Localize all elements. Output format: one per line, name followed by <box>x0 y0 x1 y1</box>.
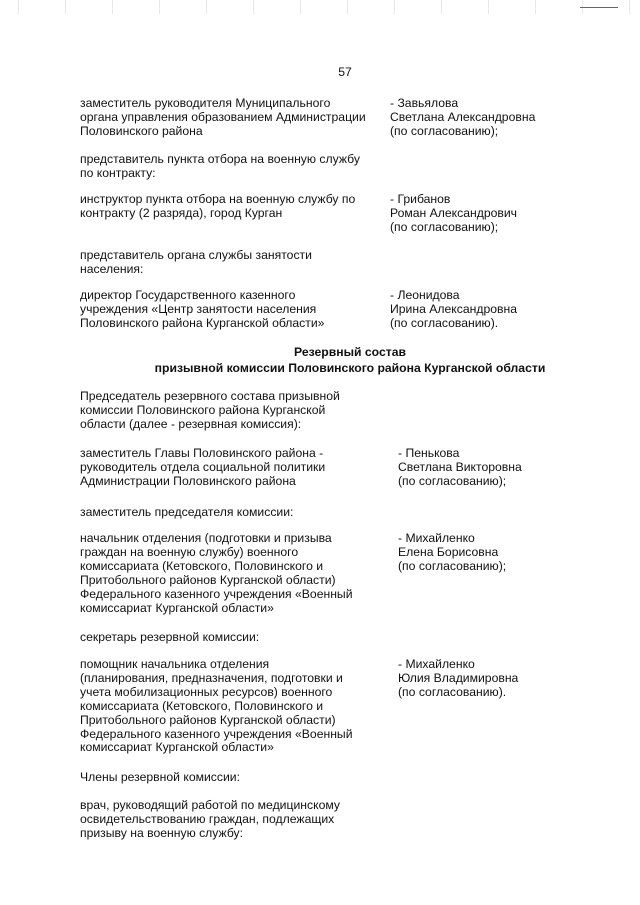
role-heading-3: представитель органа службы занятости населения: <box>80 248 312 276</box>
role-heading-12: врач, руководящий работой по медицинскому освидетельствованию граждан, подлежащих призыву на военную службу: <box>80 798 340 840</box>
member-name-2: - Грибанов Роман Александрович (по согласованию); <box>390 192 518 234</box>
page-number: 57 <box>338 65 352 79</box>
member-position-0: заместитель руководителя Муниципального органа управления образованием Администрации Половинского района <box>80 96 366 138</box>
role-heading-11: Члены резервной комиссии: <box>80 770 240 784</box>
member-position-8: начальник отделения (подготовки и призыва граждан на военную службу) военного комиссариата (Кетовского, Половинского и Притобольного районов Курганской области) Федерального казенного учреждения «Военный комиссариат Курганской области» <box>80 531 353 615</box>
member-name-6: - Пенькова Светлана Викторовна (по согласованию); <box>398 446 522 488</box>
member-position-10: помощник начальника отделения (планирования, предназначения, подготовки и учета мобилизационных ресурсов) военного комиссариата (Кетовского, Половинского и Притобольного районов Курганской области) Федерального казенного учреждения «Военный комиссариат Курганской области» <box>80 657 353 755</box>
section-title-line2: призывной комиссии Половинского района Курганской области <box>154 361 546 375</box>
role-heading-7: заместитель председателя комиссии: <box>80 505 294 519</box>
role-heading-9: секретарь резервной комиссии: <box>80 630 260 644</box>
role-heading-5: Председатель резервного состава призывной комиссии Половинского района Курганской области (далее - резервная комиссия): <box>80 389 340 431</box>
member-name-4: - Леонидова Ирина Александровна (по согласованию). <box>390 288 517 330</box>
scan-artifact-line <box>580 7 618 8</box>
role-heading-1: представитель пункта отбора на военную службу по контракту: <box>80 152 360 180</box>
scan-artifact-top <box>0 0 640 14</box>
member-name-8: - Михайленко Елена Борисовна (по согласованию); <box>398 531 507 573</box>
member-position-6: заместитель Главы Половинского района - руководитель отдела социальной политики Администрации Половинского района <box>80 446 326 488</box>
member-position-2: инструктор пункта отбора на военную службу по контракту (2 разряда), город Курган <box>80 192 356 220</box>
member-name-10: - Михайленко Юлия Владимировна (по согласованию). <box>398 657 519 699</box>
section-title-line1: Резервный состав <box>294 345 406 359</box>
member-position-4: директор Государственного казенного учреждения «Центр занятости населения Половинского района Курганской области» <box>80 288 325 330</box>
member-name-0: - Завьялова Светлана Александровна (по согласованию); <box>390 96 536 138</box>
